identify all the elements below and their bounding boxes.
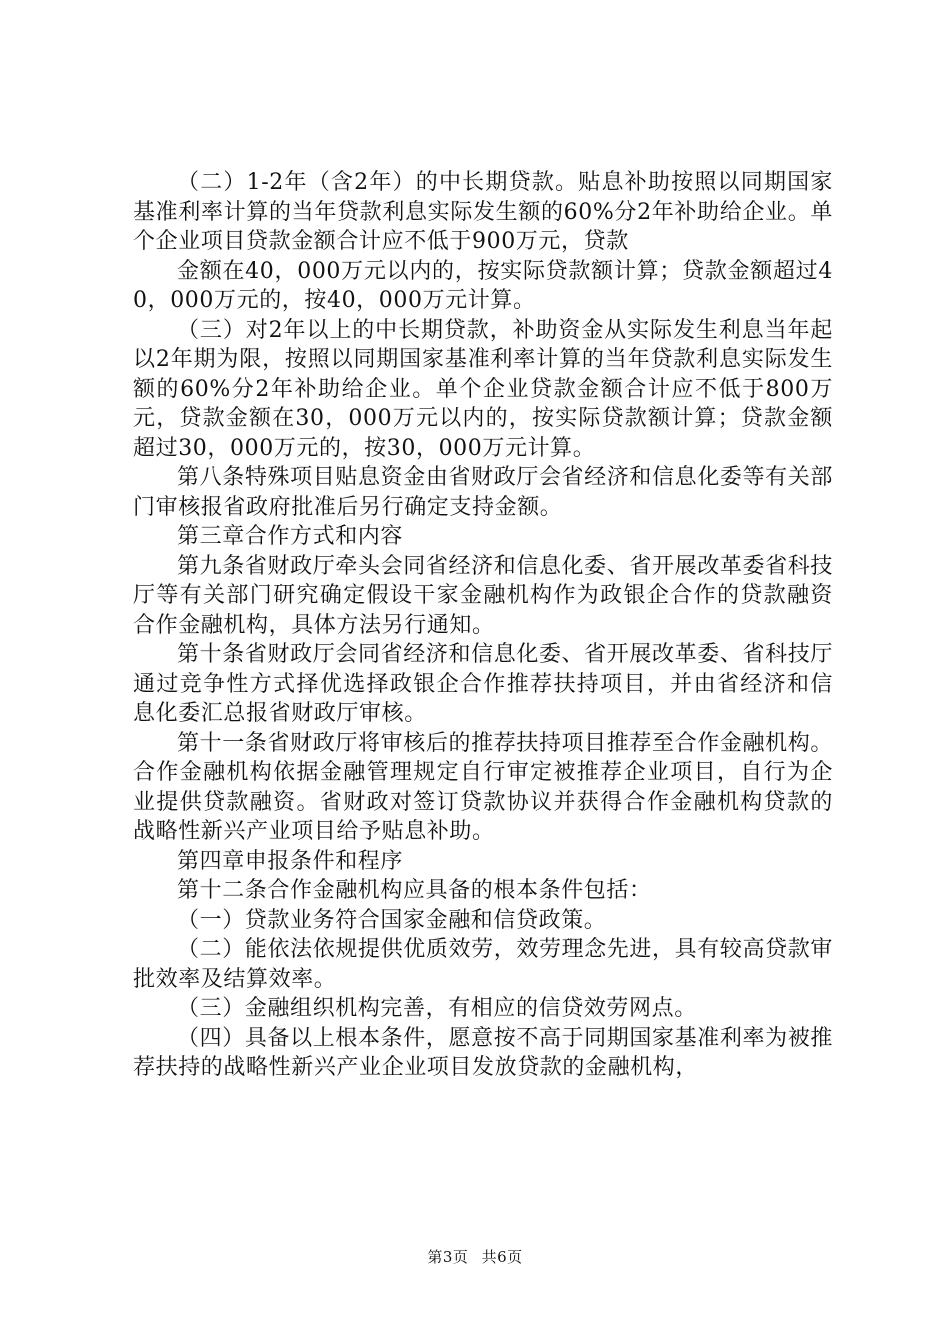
paragraph-article-11: 第十一条省财政厅将审核后的推荐扶持项目推荐至合作金融机构。合作金融机构依据金融管理规定自行审定被推荐企业项目，自行为企业提供贷款融资。省财政对签订贷款协议并获得合作金融机构贷款的战略性新兴产业项目给予贴息补助。: [133, 730, 833, 844]
paragraph-item-3-long-term-loan: （三）对2年以上的中长期贷款，补助资金从实际发生利息当年起以2年期为限，按照以同期国家基准利率计算的当年贷款利息实际发生额的60%分2年补助给企业。单个企业贷款金额合计应不低于800万元，贷款金额在30，000万元以内的，按实际贷款额计算；贷款金额超过30，000万元的，按30，000万元计算。: [133, 317, 833, 461]
paragraph-item-2-short-term-loan: （二）1-2年（含2年）的中长期贷款。贴息补助按照以同期国家基准利率计算的当年贷款利息实际发生额的60%分2年补助给企业。单个企业项目贷款金额合计应不低于900万元，贷款: [133, 170, 833, 254]
document-body: [133, 168, 833, 1083]
paragraph-condition-4: （四）具备以上根本条件，愿意按不高于同期国家基准利率为被推荐扶持的战略性新兴产业企业项目发放贷款的金融机构，: [133, 1025, 833, 1080]
page-number-total: 共6页: [481, 1248, 523, 1266]
paragraph-condition-3: （三）金融组织机构完善，有相应的信贷效劳网点。: [177, 996, 697, 1021]
paragraph-loan-amount-40000: 金额在40，000万元以内的，按实际贷款额计算；贷款金额超过40，000万元的，按40，000万元计算。: [133, 258, 833, 313]
paragraph-condition-2: （二）能依法依规提供优质效劳，效劳理念先进，具有较高贷款审批效率及结算效率。: [133, 937, 833, 992]
paragraph-article-9: 第九条省财政厅牵头会同省经济和信息化委、省开展改革委省科技厅等有关部门研究确定假设干家金融机构作为政银企合作的贷款融资合作金融机构，具体方法另行通知。: [133, 553, 833, 638]
paragraph-article-10: 第十条省财政厅会同省经济和信息化委、省开展改革委、省科技厅通过竞争性方式择优选择政银企合作推荐扶持项目，并由省经济和信息化委汇总报省财政厅审核。: [133, 642, 833, 726]
paragraph-article-8: 第八条特殊项目贴息资金由省财政厅会省经济和信息化委等有关部门审核报省政府批准后另行确定支持金额。: [133, 465, 833, 520]
chapter-3-heading: 第三章合作方式和内容: [177, 524, 404, 549]
chapter-4-heading: 第四章申报条件和程序: [177, 848, 404, 874]
paragraph-condition-1: （一）贷款业务符合国家金融和信贷政策。: [177, 907, 607, 933]
page-number-current: 第3页: [427, 1248, 469, 1266]
paragraph-article-12: 第十二条合作金融机构应具备的根本条件包括：: [177, 878, 652, 903]
page-footer: [0, 1246, 950, 1267]
